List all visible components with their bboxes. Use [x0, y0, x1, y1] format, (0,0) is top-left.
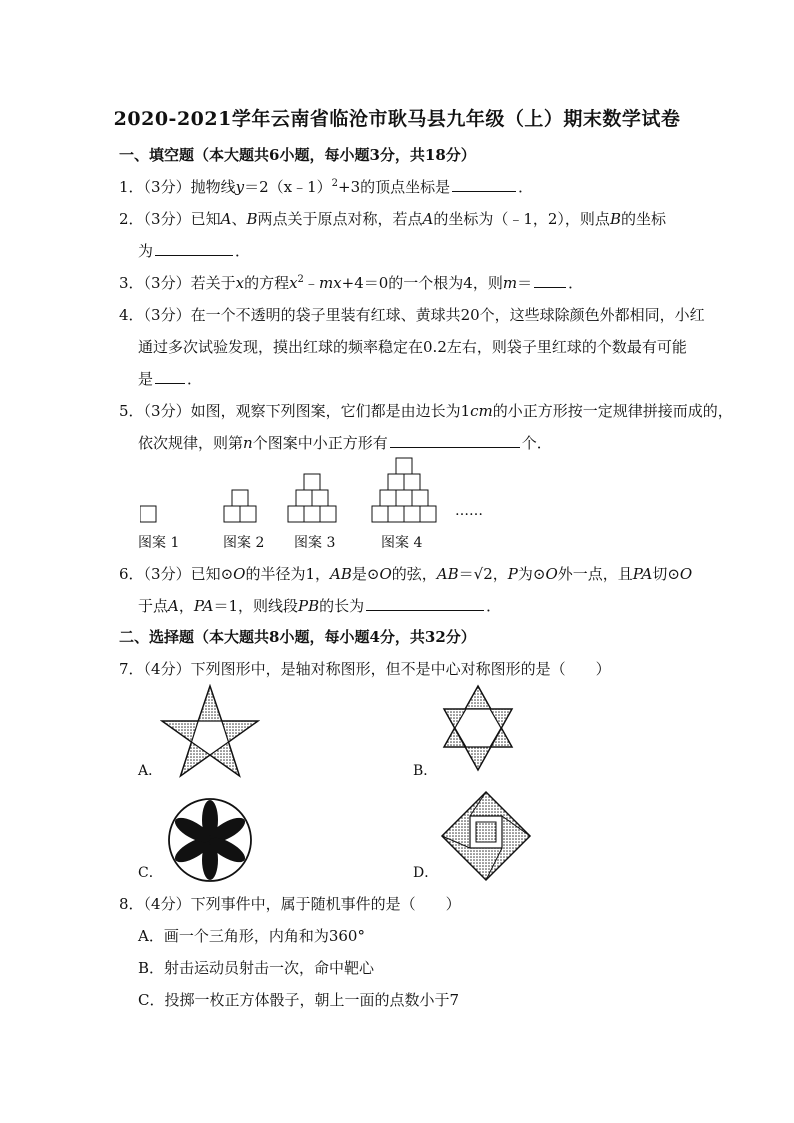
option-a-label[interactable]: A． — [138, 763, 163, 779]
question-6-cont: 于点A，PA＝1，则线段PB的长为 ． — [138, 597, 502, 615]
unit-square — [232, 490, 248, 506]
question-4-cont: 通过多次试验发现，摸出红球的频率稳定在0.2左右，则袋子里红球的个数最有可能 — [138, 338, 687, 356]
question-8: 8．（4分）下列事件中，属于随机事件的是（ ） — [119, 895, 461, 913]
unit-square — [288, 506, 304, 522]
unit-square — [396, 490, 412, 506]
page-title: 2020-2021学年云南省临沧市耿马县九年级（上）期末数学试卷 — [113, 108, 681, 130]
answer-blank[interactable] — [390, 433, 520, 448]
unit-square — [388, 474, 404, 490]
question-3: 3．（3分）若关于x的方程$x^2﹣mx+4=0$的一个根为4，则m＝ ． — [119, 274, 584, 292]
question-5-cont: 依次规律，则第n个图案中小正方形有 个． — [138, 434, 552, 452]
pattern-1-caption: 图案 1 — [138, 535, 180, 551]
unit-square — [320, 506, 336, 522]
unit-square — [304, 506, 320, 522]
question-4: 4．（3分）在一个不透明的袋子里装有红球、黄球共20个，这些球除颜色外都相同，小红 — [119, 306, 705, 324]
unit-square — [388, 506, 404, 522]
pinwheel-squares-figure — [440, 790, 532, 882]
pattern-4 — [372, 458, 436, 522]
circle-petals-figure — [166, 796, 254, 884]
unit-square — [380, 490, 396, 506]
section-choice-heading: 二、选择题（本大题共8小题，每小题4分，共32分） — [119, 628, 476, 646]
question-4-cont2: 是 ． — [138, 370, 203, 388]
answer-blank[interactable] — [155, 369, 185, 384]
question-5: 5．（3分）如图，观察下列图案，它们都是由边长为1cm的小正方形按一定规律拼接而成的， — [119, 402, 733, 420]
unit-square — [404, 506, 420, 522]
unit-square — [312, 490, 328, 506]
answer-blank[interactable] — [366, 596, 484, 611]
unit-square — [404, 474, 420, 490]
unit-square — [372, 506, 388, 522]
q8-option-c[interactable]: C．投掷一枚正方体骰子，朝上一面的点数小于7 — [138, 991, 460, 1009]
pattern-2-caption: 图案 2 — [223, 535, 265, 551]
star-pentagram-figure — [160, 684, 260, 778]
pattern-4-caption: 图案 4 — [381, 535, 423, 551]
answer-blank[interactable] — [534, 273, 566, 288]
pattern-3-caption: 图案 3 — [294, 535, 336, 551]
question-7: 7．（4分）下列图形中，是轴对称图形，但不是中心对称图形的是（ ） — [119, 660, 611, 678]
answer-blank[interactable] — [155, 241, 233, 256]
unit-square — [412, 490, 428, 506]
pattern-2 — [224, 490, 256, 522]
option-c-label[interactable]: C． — [138, 865, 163, 881]
q8-option-b[interactable]: B．射击运动员射击一次，命中靶心 — [138, 959, 375, 977]
section-fill-blank-heading: 一、填空题（本大题共6小题，每小题3分，共18分） — [119, 146, 476, 164]
question-2-cont: 为 ． — [138, 242, 251, 260]
unit-square — [240, 506, 256, 522]
option-d-label[interactable]: D． — [413, 865, 439, 881]
unit-square — [304, 474, 320, 490]
pattern-3 — [288, 474, 336, 522]
pattern-ellipsis: …… — [455, 503, 483, 519]
question-6: 6．（3分）已知⊙O的半径为1，AB是⊙O的弦，AB＝√2，P为⊙O外一点，且PA切⊙O — [119, 565, 693, 583]
unit-square — [224, 506, 240, 522]
square-patterns-figure — [140, 452, 470, 526]
question-2: 2．（3分）已知A、B两点关于原点对称，若点A的坐标为（﹣1，2），则点B的坐标 — [119, 210, 666, 228]
unit-square — [396, 458, 412, 474]
q8-option-a[interactable]: A．画一个三角形，内角和为360° — [138, 927, 365, 945]
answer-blank[interactable] — [452, 177, 516, 192]
star-hexagram-figure — [438, 684, 518, 772]
question-1: 1．（3分）抛物线y＝2（x﹣1）$^2$+3的顶点坐标是 ． — [119, 178, 534, 196]
pattern-1 — [140, 506, 156, 522]
unit-square — [420, 506, 436, 522]
option-b-label[interactable]: B． — [413, 763, 438, 779]
unit-square — [296, 490, 312, 506]
unit-square — [140, 506, 156, 522]
